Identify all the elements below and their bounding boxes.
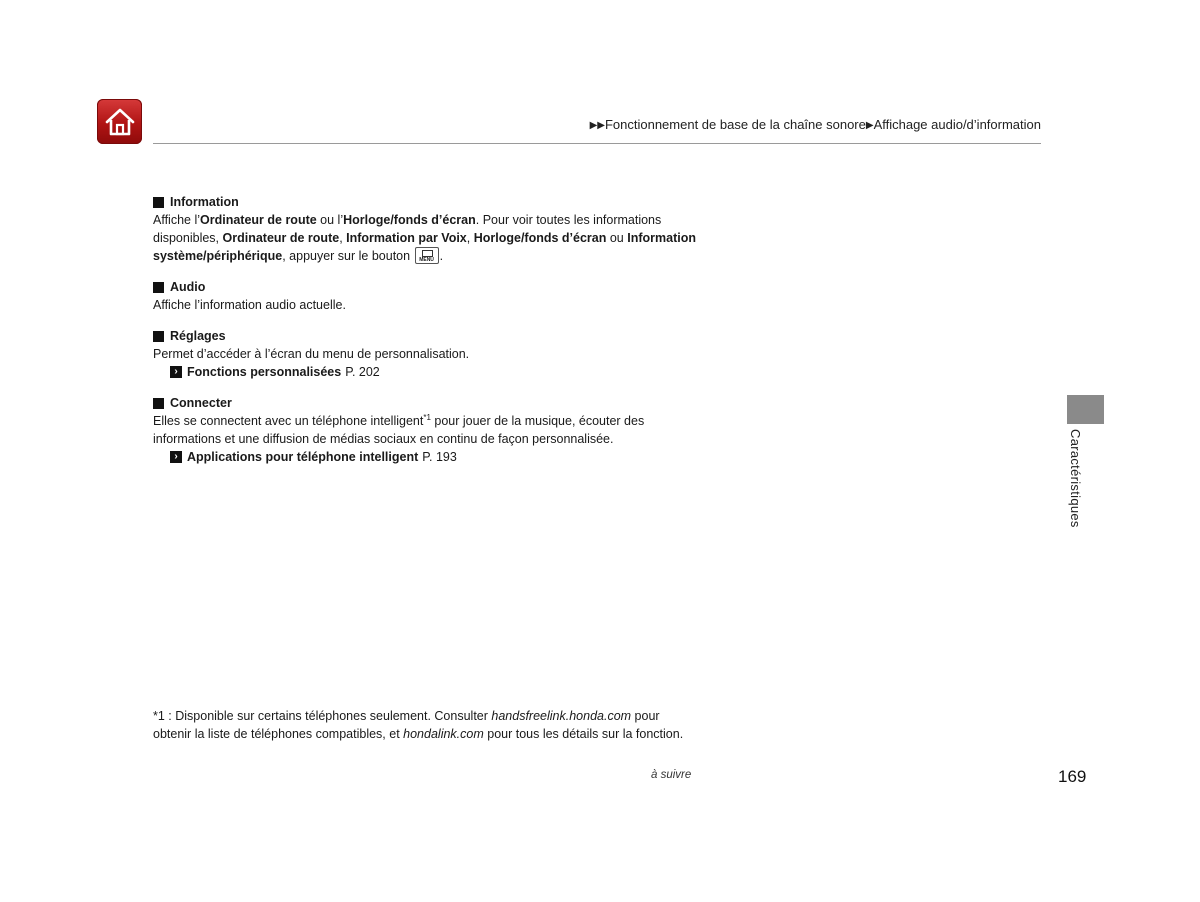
- square-bullet-icon: [153, 398, 164, 409]
- footnote-text: *1 : Disponible sur certains téléphones seulement. Consulter: [153, 709, 492, 723]
- cross-reference-link[interactable]: [153, 363, 698, 381]
- reference-page[interactable]: P. 202: [345, 365, 380, 379]
- footnote-url: handsfreelink.honda.com: [491, 709, 632, 723]
- breadcrumb-arrow-icon: ▶▶: [589, 120, 605, 131]
- section-body: Permet d’accéder à l’écran du menu de personnalisation.: [153, 347, 470, 361]
- bold-term: Horloge/fonds d’écran: [473, 231, 607, 245]
- section-body: Affiche l’information audio actuelle.: [153, 298, 346, 312]
- bold-term: Horloge/fonds d’écran: [343, 213, 476, 227]
- square-bullet-icon: [153, 331, 164, 342]
- chapter-tab-marker[interactable]: [1067, 395, 1104, 424]
- square-bullet-icon: [153, 197, 164, 208]
- footnote-text: pour tous les détails sur la fonction.: [483, 727, 684, 741]
- body-text: .: [439, 249, 444, 263]
- main-content: [153, 193, 698, 479]
- section-audio: [153, 278, 698, 314]
- footnote-text: pour obtenir la liste de téléphones compatibles, et: [153, 709, 660, 741]
- section-heading: [153, 193, 698, 211]
- home-icon: [104, 107, 136, 137]
- footnote-marker: *1: [423, 412, 431, 422]
- body-text: ou l’: [316, 213, 344, 227]
- section-title: Information: [170, 195, 239, 209]
- cross-reference-link[interactable]: [153, 448, 698, 466]
- section-title: Audio: [170, 280, 206, 294]
- body-text: ou: [606, 231, 628, 245]
- home-button[interactable]: [97, 99, 142, 144]
- continued-label: à suivre: [651, 769, 692, 781]
- footnote: [153, 707, 698, 743]
- bold-term: Ordinateur de route: [200, 213, 317, 227]
- body-text: ,: [339, 231, 347, 245]
- section-reglages: [153, 327, 698, 381]
- reference-page[interactable]: P. 193: [422, 450, 457, 464]
- breadcrumb-arrow-icon: ▶: [865, 120, 874, 131]
- menu-key-label: MENU: [419, 257, 434, 263]
- body-text: Affiche l’: [153, 213, 201, 227]
- reference-arrow-icon: ›: [170, 366, 182, 378]
- section-information: [153, 193, 698, 265]
- body-text: , appuyer sur le bouton: [282, 249, 414, 263]
- chapter-tab-label[interactable]: Caractéristiques: [1068, 429, 1083, 528]
- section-heading: [153, 327, 698, 345]
- body-text: . Pour voir toutes les informations disponibles,: [153, 213, 662, 245]
- reference-label[interactable]: Applications pour téléphone intelligent: [187, 450, 419, 464]
- section-connecter: [153, 394, 698, 466]
- breadcrumb: [590, 117, 1041, 132]
- bold-term: Information par Voix: [346, 231, 467, 245]
- screen-icon: [422, 250, 433, 257]
- body-text: Elles se connectent avec un téléphone intelligent: [153, 414, 424, 428]
- footnote-url: hondalink.com: [403, 727, 484, 741]
- reference-label[interactable]: Fonctions personnalisées: [187, 365, 342, 379]
- body-text: ,: [466, 231, 474, 245]
- section-title: Réglages: [170, 329, 226, 343]
- menu-button-icon: [415, 247, 439, 264]
- breadcrumb-item-1[interactable]: Fonctionnement de base de la chaîne sonore: [604, 117, 866, 132]
- bold-term: Information système/périphérique: [153, 231, 696, 263]
- header-divider: [153, 143, 1041, 144]
- reference-arrow-icon: ›: [170, 451, 182, 463]
- section-body: [153, 412, 698, 448]
- page-number: 169: [1058, 767, 1087, 786]
- body-text: pour jouer de la musique, écouter des informations et une diffusion de médias sociaux en continu de façon personnalisée.: [153, 414, 645, 446]
- breadcrumb-item-2[interactable]: Affichage audio/d’information: [873, 117, 1041, 132]
- section-title: Connecter: [170, 396, 232, 410]
- square-bullet-icon: [153, 282, 164, 293]
- section-heading: [153, 278, 698, 296]
- section-body: [153, 211, 698, 265]
- bold-term: Ordinateur de route: [222, 231, 340, 245]
- section-heading: [153, 394, 698, 412]
